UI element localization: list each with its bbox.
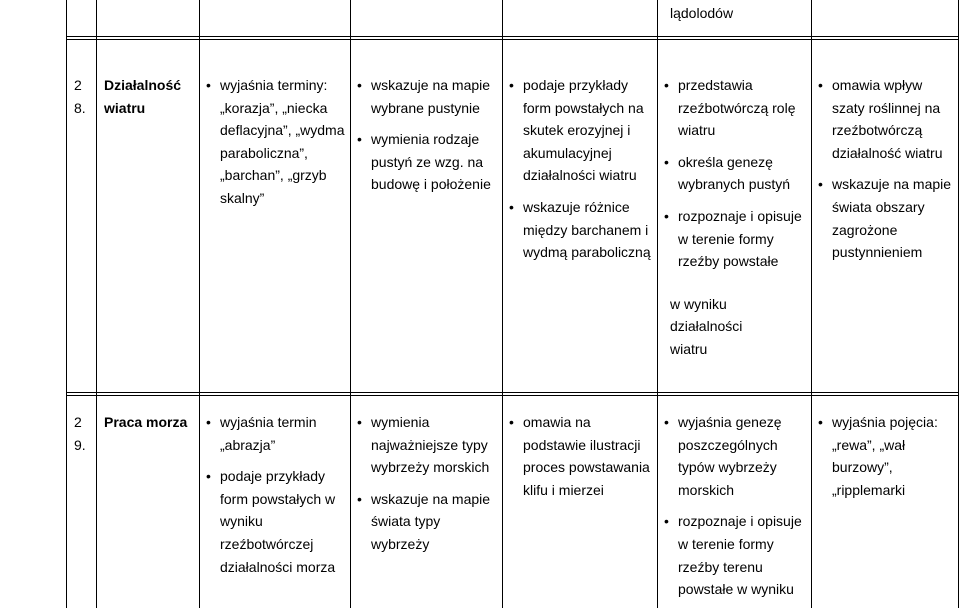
row-28-col3	[507, 74, 657, 264]
row-29-col1	[204, 411, 350, 578]
row-28-col2	[355, 74, 501, 196]
list-item: • wskazuje na mapie świata typy wybrzeży	[355, 488, 501, 556]
top-row-text: lądolodów	[670, 5, 734, 21]
row-29-col2	[355, 411, 501, 556]
list-item: • omawia na podstawie ilustracji proces powstawania klifu i mierzei	[507, 411, 657, 501]
border-col2-col3	[502, 0, 503, 608]
list-item: • przedstawia rzeźbotwórczą rolę wiatru	[662, 74, 808, 142]
list-item: • wyjaśnia genezę poszczególnych typów wybrzeży morskich	[662, 411, 808, 501]
row-divider-1	[66, 36, 959, 37]
row-29-number: 2 9.	[74, 414, 86, 453]
border-col4-col5	[811, 0, 812, 608]
row-divider-2	[66, 39, 959, 40]
border-left	[66, 0, 67, 608]
row-28-col4-continuation: w wyniku działalności wiatru	[670, 295, 743, 357]
border-col1-col2	[350, 0, 351, 608]
row-28-topic: Działalność wiatru	[104, 77, 182, 116]
border-topic-col1	[199, 0, 200, 608]
row-28-col4	[662, 74, 808, 361]
row-28-col5	[816, 74, 958, 264]
list-item: • wyjaśnia termin „abrazja”	[204, 411, 350, 456]
top-row-cell	[670, 2, 810, 25]
list-item: • wyjaśnia pojęcia: „rewa”, „wał burzowy”, „ripplemarki	[816, 411, 958, 501]
row-28-number: 2 8.	[74, 77, 86, 116]
list-item: • podaje przykłady form powstałych w wyniku rzeźbotwórczej działalności morza	[204, 465, 350, 578]
row-29-col5	[816, 411, 958, 501]
list-item: • wskazuje różnice między barchanem i wydmą paraboliczną	[507, 196, 657, 264]
list-item: • wymienia rodzaje pustyń ze wzg. na budowę i położenie	[355, 128, 501, 196]
list-item: • wskazuje na mapie wybrane pustynie	[355, 74, 501, 119]
row-divider-3	[66, 392, 959, 393]
row-28-col1	[204, 74, 350, 210]
border-col3-col4	[657, 0, 658, 608]
list-item: • wymienia najważniejsze typy wybrzeży morskich	[355, 411, 501, 479]
border-num-topic	[96, 0, 97, 608]
list-item: • rozpoznaje i opisuje w terenie formy rzeźby terenu powstałe w wyniku	[662, 510, 808, 600]
row-29-topic: Praca morza	[104, 414, 188, 430]
list-item: • podaje przykłady form powstałych na skutek erozyjnej i akumulacyjnej działalności wiatru	[507, 74, 657, 187]
list-item: • wyjaśnia terminy: „korazja”, „niecka deflacyjna”, „wydma paraboliczna”, „barchan”, „grzyb skalny”	[204, 74, 350, 210]
list-item: • omawia wpływ szaty roślinnej na rzeźbotwórczą działalność wiatru	[816, 74, 958, 164]
list-item: • wskazuje na mapie świata obszary zagrożone pustynnieniem	[816, 173, 958, 263]
row-29-col3	[507, 411, 657, 501]
row-29-col4	[662, 411, 808, 601]
list-item: • określa genezę wybranych pustyń	[662, 151, 808, 196]
list-item: • rozpoznaje i opisuje w terenie formy rzeźby powstałe	[662, 205, 808, 273]
row-divider-4	[66, 395, 959, 396]
